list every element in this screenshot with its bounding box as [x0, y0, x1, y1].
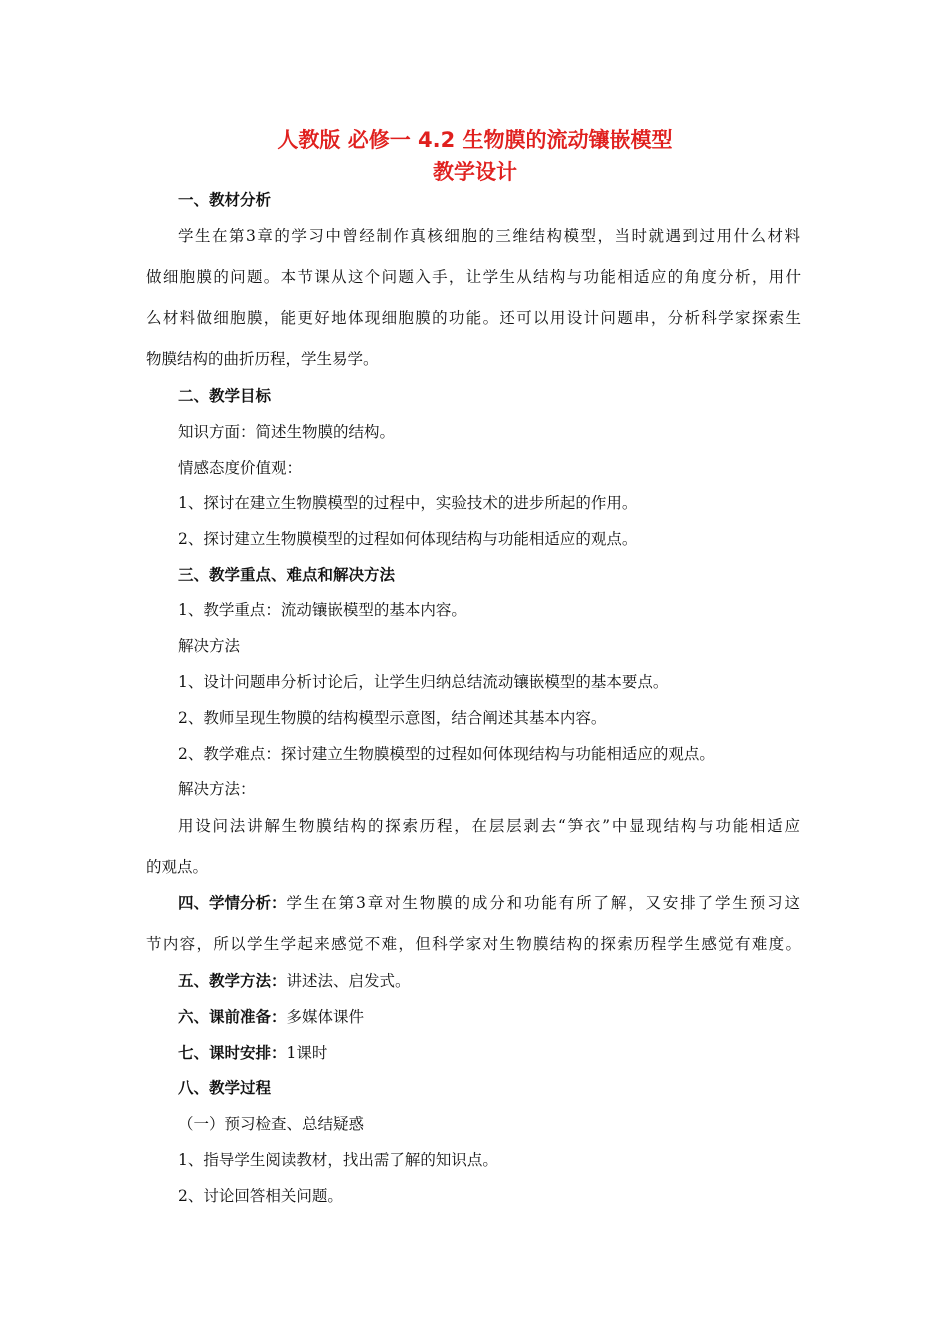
- section-with-text: [178, 1041, 327, 1063]
- section-with-text: [178, 891, 800, 913]
- section-heading: 四、学情分析：: [178, 894, 287, 912]
- paragraph-line: 情感态度价值观：: [178, 459, 303, 477]
- section-with-text: [178, 1005, 364, 1027]
- paragraph-line: 1、设计问题串分析讨论后，让学生归纳总结流动镶嵌模型的基本要点。: [178, 673, 669, 691]
- paragraph-line: 2、讨论回答相关问题。: [178, 1187, 343, 1205]
- paragraph-line: 学生在第3章对生物膜的成分和功能有所了解，又安排了学生预习这: [286, 894, 800, 912]
- paragraph-line: 么材料做细胞膜，能更好地体现细胞膜的功能。还可以用设计问题串，分析科学家探索生: [146, 309, 801, 327]
- paragraph-line: 解决方法: [178, 637, 241, 655]
- paragraph-line: 1、指导学生阅读教材，找出需了解的知识点。: [178, 1151, 498, 1169]
- paragraph-line: 2、教师呈现生物膜的结构模型示意图，结合阐述其基本内容。: [178, 709, 607, 727]
- section-heading: 五、教学方法：: [178, 972, 287, 990]
- paragraph-line: 物膜结构的曲折历程，学生易学。: [146, 350, 379, 368]
- section-text: 1课时: [286, 1044, 328, 1062]
- section-heading: 三、教学重点、难点和解决方法: [178, 566, 396, 584]
- paragraph-line: 做细胞膜的问题。本节课从这个问题入手，让学生从结构与功能相适应的角度分析，用什: [146, 268, 801, 286]
- paragraph-line: 学生在第3章的学习中曾经制作真核细胞的三维结构模型，当时就遇到过用什么材料: [178, 227, 800, 245]
- paragraph-line: 2、探讨建立生物膜模型的过程如何体现结构与功能相适应的观点。: [178, 530, 638, 548]
- paragraph-line: 1、教学重点：流动镶嵌模型的基本内容。: [178, 601, 467, 619]
- section-text: 讲述法、启发式。: [286, 972, 411, 990]
- document-subtitle: 教学设计: [433, 160, 517, 184]
- paragraph-line: 知识方面：简述生物膜的结构。: [178, 423, 396, 441]
- paragraph-line: （一）预习检查、总结疑惑: [178, 1115, 365, 1133]
- paragraph-line: 解决方法：: [178, 780, 256, 798]
- paragraph-line: 1、探讨在建立生物膜模型的过程中，实验技术的进步所起的作用。: [178, 494, 638, 512]
- section-heading: 八、教学过程: [178, 1079, 272, 1097]
- document-title: 人教版 必修一 4.2 生物膜的流动镶嵌模型: [277, 128, 673, 152]
- paragraph-line: 用设问法讲解生物膜结构的探索历程，在层层剥去“笋衣”中显现结构与功能相适应: [178, 817, 800, 835]
- section-heading: 六、课前准备：: [178, 1008, 287, 1026]
- paragraph-line: 2、教学难点：探讨建立生物膜模型的过程如何体现结构与功能相适应的观点。: [178, 745, 715, 763]
- section-with-text: [178, 969, 411, 991]
- section-heading: 二、教学目标: [178, 387, 272, 405]
- section-heading: 一、教材分析: [178, 191, 272, 209]
- paragraph-line: 的观点。: [146, 858, 209, 876]
- section-text: 多媒体课件: [286, 1008, 365, 1026]
- paragraph-line: 节内容，所以学生学起来感觉不难，但科学家对生物膜结构的探索历程学生感觉有难度。: [146, 935, 801, 953]
- section-heading: 七、课时安排：: [178, 1044, 287, 1062]
